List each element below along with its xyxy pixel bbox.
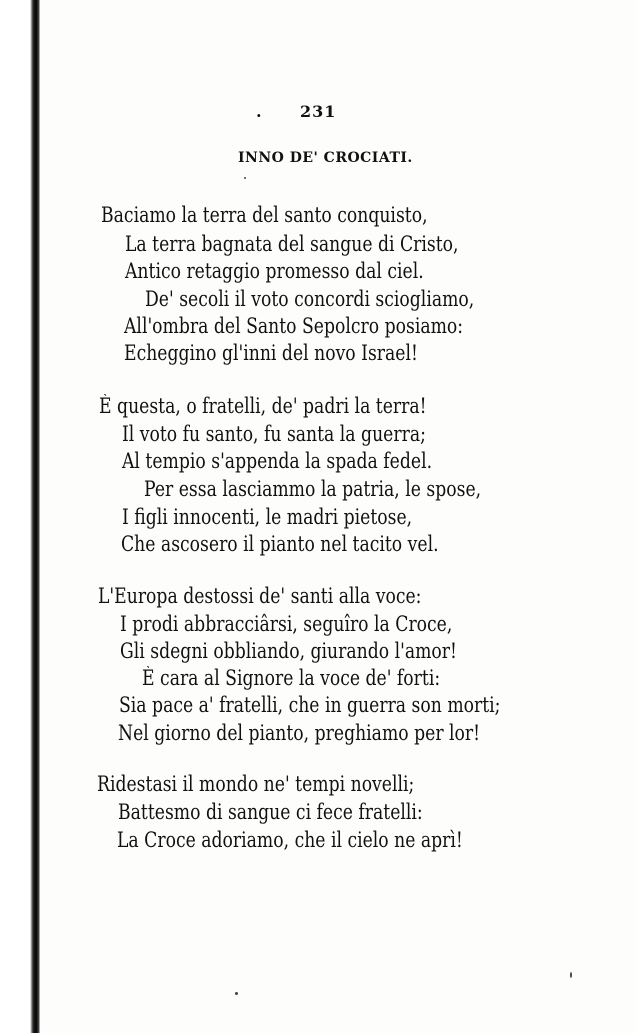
binding-edge <box>0 0 40 1033</box>
verse-line: È cara al Signore la voce de' forti: <box>142 666 441 690</box>
page-dot: . <box>256 102 262 121</box>
scan-speck <box>244 177 246 179</box>
page-number: 231 <box>300 102 337 121</box>
verse-line: Al tempio s'appenda la spada fedel. <box>122 449 433 473</box>
verse-line: De' secoli il voto concordi sciogliamo, <box>145 287 475 311</box>
verse-line: Gli sdegni obbliando, giurando l'amor! <box>120 639 457 663</box>
verse-line: Il voto fu santo, fu santa la guerra; <box>122 422 426 446</box>
verse-line: Per essa lasciammo la patria, le spose, <box>144 477 482 501</box>
verse-line: Baciamo la terra del santo conquisto, <box>101 203 428 227</box>
verse-line: I figli innocenti, le madri pietose, <box>122 505 413 529</box>
verse-line: È questa, o fratelli, de' padri la terra! <box>99 394 427 418</box>
poem-title: INNO DE' CROCIATI. <box>238 150 413 166</box>
verse-line: Battesmo di sangue ci fece fratelli: <box>118 800 423 824</box>
verse-line: Che ascosero il pianto nel tacito vel. <box>121 532 439 556</box>
verse-line: Antico retaggio promesso dal ciel. <box>125 259 424 283</box>
verse-line: La Croce adoriamo, che il cielo ne aprì! <box>117 828 463 852</box>
verse-line: Nel giorno del pianto, preghiamo per lor! <box>118 721 481 745</box>
verse-line: La terra bagnata del sangue di Cristo, <box>125 232 459 256</box>
scan-speck <box>235 992 238 995</box>
verse-line: I prodi abbracciârsi, seguîro la Croce, <box>120 612 453 636</box>
verse-line: Sia pace a' fratelli, che in guerra son morti; <box>119 693 501 717</box>
verse-line: Ridestasi il mondo ne' tempi novelli; <box>97 772 415 796</box>
verse-line: Echeggino gl'inni del novo Israel! <box>124 341 418 365</box>
verse-line: All'ombra del Santo Sepolcro posiamo: <box>124 314 464 338</box>
verse-line: L'Europa destossi de' santi alla voce: <box>98 584 422 608</box>
scan-speck <box>570 972 572 978</box>
